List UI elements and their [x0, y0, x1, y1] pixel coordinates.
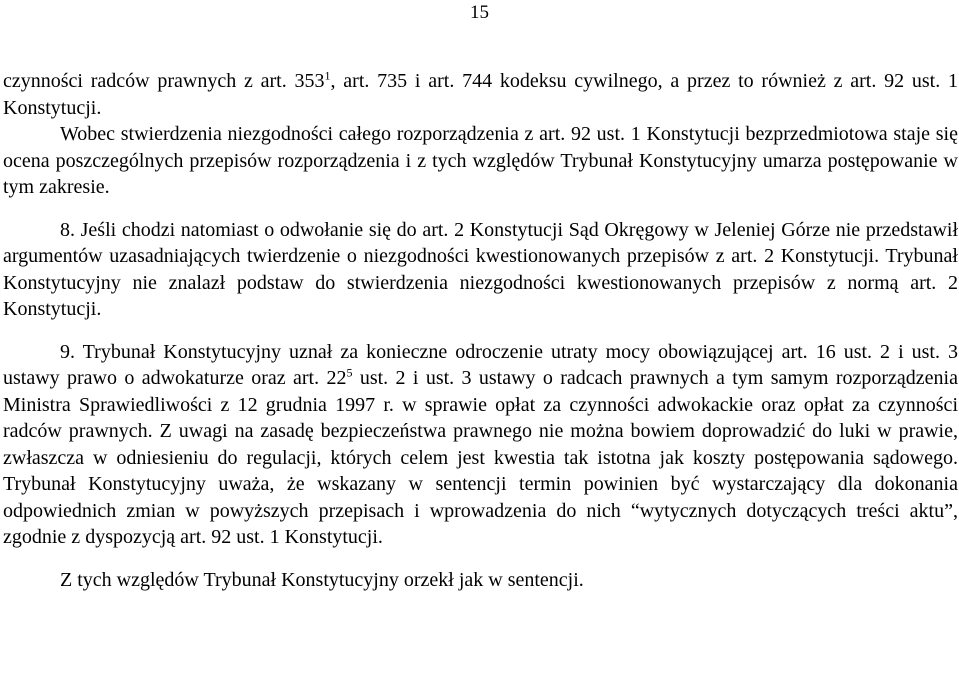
paragraph-text: , art. 735 i art. 744 kodeksu cywilnego, a przez to również z art. 92 ust. 1 Konstytucji. [3, 70, 959, 119]
superscript: 1 [324, 68, 331, 83]
page-number: 15 [470, 2, 489, 23]
paragraph-8: 8. Jeśli chodzi natomiast o odwołanie się do art. 2 Konstytucji Sąd Okręgowy w Jeleniej Górze nie przedstawił argumentów uzasadniających twierdzenie o niezgodności kwestionowanych przepisów z art. 2 Konstytucji. Trybunał Konstytucyjny nie znalazł podstaw do stwierdzenia niezgodności kwestionowanych przepisów z normą art. 2 Konstytucji. [3, 218, 958, 320]
superscript: 5 [346, 365, 353, 380]
paragraph-text: 9. Trybunał Konstytucyjny uznał za konieczne odroczenie utraty mocy obowiązującej art. 16 ust. 2 i ust. 3 ustawy prawo o adwokaturze oraz art. 22 [3, 340, 958, 389]
paragraph-conclusion: Wobec stwierdzenia niezgodności całego rozporządzenia z art. 92 ust. 1 Konstytucji bezprzedmiotowa staje się ocena poszczególnych przepisów rozporządzenia i z tych względów Trybunał Konstytucyjny umarza postępowanie w tym zakresie. [3, 123, 958, 198]
paragraph-gap [3, 323, 958, 339]
closing-sentence: Z tych względów Trybunał Konstytucyjny orzekł jak w sentencji. [60, 568, 584, 591]
paragraph-text: ust. 2 i ust. 3 ustawy o radcach prawnych a tym samym rozporządzenia Ministra Sprawiedliwości z 12 grudnia 1997 r. w sprawie opłat za czynności adwokackie oraz opłat za czynności radców prawnych. Z uwagi na zasadę bezpieczeństwa prawnego nie można bowiem doprowadzić do luki w prawie, zwłaszcza w odniesieniu do regulacji, których celem jest kwestia tak istotna jak koszty postępowania sądowego. Trybunał Konstytucyjny uważa, że wskazany w sentencji termin powinien być wystarczający dla dokonania odpowiednich zmian w powyższych przepisach i wprowadzenia do nich “wytycznych dotyczących treści aktu”, zgodnie z dyspozycją art. 92 ust. 1 Konstytucji. [3, 367, 958, 548]
paragraph-gap [3, 201, 958, 217]
document-body [3, 68, 958, 593]
paragraph-9 [3, 339, 958, 551]
paragraph-continuation [3, 68, 958, 121]
paragraph-text: czynności radców prawnych z art. 353 [3, 70, 325, 92]
paragraph-gap [3, 551, 958, 567]
